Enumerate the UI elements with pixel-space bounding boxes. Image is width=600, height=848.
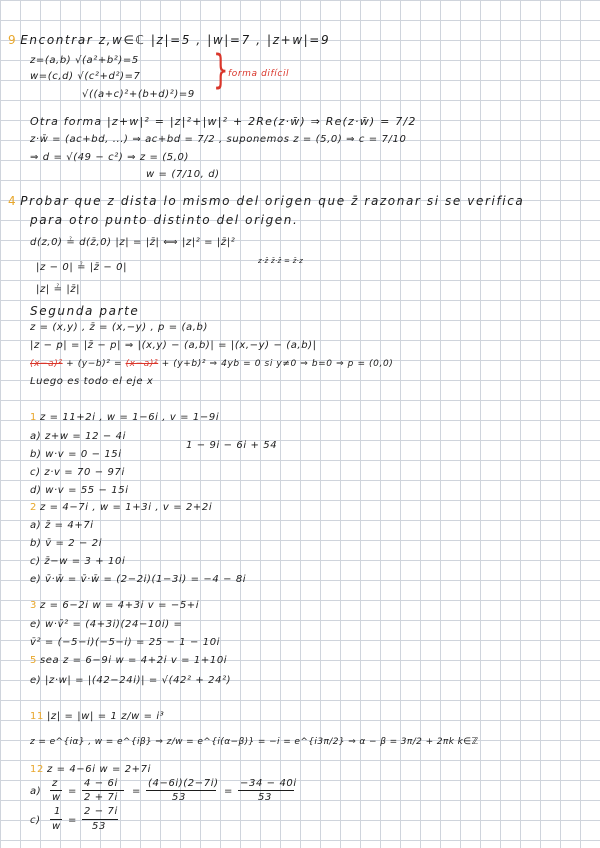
fraction-bar (50, 819, 62, 820)
fraction-bar (146, 790, 216, 791)
ex9-sum-def: √((a+c)²+(b+d)²)=9 (82, 89, 195, 100)
ex9-dot-product: z·w̄ = (ac+bd, ...) ⇒ ac+bd = 7/2 , suponemos z = (5,0) ⇒ c = 7/10 (30, 134, 407, 145)
fraction-bar (238, 790, 294, 791)
ex4-title-2: para otro punto distinto del origen. (30, 213, 299, 227)
ex9-hard-note: forma difícil (228, 69, 290, 79)
ex12-c-num-1: 2 − 7i (84, 806, 118, 817)
ex4-line-3: |z| ≟ |z̄| (36, 284, 81, 295)
ex4-line-1b: z·z̄ z̄·z̄ = z̄·z (258, 257, 304, 265)
ex12-a-den-1: 2 + 7i (84, 792, 118, 803)
ex12-a-den-2: 53 (172, 792, 186, 803)
ex4-line-6a: + (y−b)² = (62, 359, 126, 369)
ex12-number: 12 (30, 764, 44, 775)
ex4-title: Probar que z dista lo mismo del origen que z̄ razonar si se verifica (20, 194, 525, 208)
ex2-a: a) z̄ = 4+7i (30, 520, 94, 531)
ex12-a-num-1: 4 − 6i (84, 778, 118, 789)
ex4-line-1: d(z,0) ≟ d(z̄,0) |z| = |z̄| ⟺ |z|² = |z̄|² (30, 237, 236, 248)
ex1-number: 1 (30, 412, 37, 423)
fraction-bar (82, 819, 118, 820)
ex12-c-label: c) (30, 815, 41, 826)
ex11-title: |z| = |w| = 1 z/w = i³ (46, 711, 165, 722)
ex2-e: e) v̄·w̄ = v̄·w̄ = (2−2i)(1−3i) = −4 − 8i (30, 574, 247, 585)
ex4-title-line (8, 194, 524, 208)
ex9-d-line: ⇒ d = √(49 − c²) ⇒ z = (5,0) (30, 152, 190, 163)
ex3-v2: v̄² = (−5−i)(−5−i) = 25 − 1 − 10i (30, 637, 221, 648)
ex3-number: 3 (30, 600, 37, 611)
ex11-number: 11 (30, 711, 44, 722)
red-brace: } (213, 47, 229, 93)
ex4-cancel-1: (x−a)² (30, 359, 63, 369)
ex1-a: a) z+w = 12 − 4i (30, 431, 126, 442)
ex12-c-equals: = (68, 815, 77, 826)
ex1-b: b) w·v = 0 − 15i (30, 449, 122, 460)
ex2-number: 2 (30, 502, 37, 513)
ex9-other-form: Otra forma |z+w|² = |z|²+|w|² + 2Re(z·w̄) ⇒ Re(z·w̄) = 7/2 (30, 115, 417, 128)
fraction-bar (50, 790, 62, 791)
ex9-w-def: w=(c,d) √(c²+d²)=7 (30, 71, 141, 82)
ex4-line-6b: + (y+b)² ⇒ 4yb = 0 si y≠0 ⇒ b=0 ⇒ p = (0,0) (158, 359, 394, 369)
ex4-number: 4 (8, 194, 18, 208)
fraction-bar (82, 790, 124, 791)
ex4-line-2: |z − 0| ≟ |z̄ − 0| (36, 262, 128, 273)
ex12-a-denominator: w (52, 792, 61, 803)
ex9-z-def: z=(a,b) √(a²+b²)=5 (30, 55, 139, 66)
ex9-number: 9 (8, 33, 18, 47)
ex12-title: z = 4−6i w = 2+7i (46, 764, 151, 775)
ex12-a-equals-3: = (224, 786, 233, 797)
ex3-title: z = 6−2i w = 4+3i v = −5+i (39, 600, 200, 611)
ex12-a-num-2: (4−6i)(2−7i) (148, 778, 219, 789)
ex12-a-equals-2: = (132, 786, 141, 797)
ex11-expression: z = e^{iα} , w = e^{iβ} ⇒ z/w = e^{i(α−β)} = −i = e^{i3π/2} ⇒ α − β = 3π/2 + 2πk k∈ℤ (30, 737, 479, 747)
ex1-title: z = 11+2i , w = 1−6i , v = 1−9i (39, 412, 220, 423)
ex12-a-label: a) (30, 786, 42, 797)
ex9-title: Encontrar z,w∈ℂ |z|=5 , |w|=7 , |z+w|=9 (20, 33, 331, 47)
ex11-title-line (30, 711, 164, 722)
ex2-b: b) v̄ = 2 − 2i (30, 538, 103, 549)
ex12-a-numerator: z (52, 778, 58, 789)
ex12-a-equals-1: = (68, 786, 77, 797)
ex12-a-num-3: −34 − 40i (240, 778, 297, 789)
ex2-title-line (30, 502, 212, 513)
ex12-c-numerator: 1 (54, 806, 61, 817)
ex5-title-line (30, 655, 227, 666)
ex9-w-line: w = (7/10, d) (146, 169, 220, 180)
ex12-c-denominator: w (52, 821, 61, 832)
ex2-c: c) z̄−w = 3 + 10i (30, 556, 126, 567)
ex1-title-line (30, 412, 219, 423)
ex2-title: z = 4−7i , w = 1+3i , v = 2+2i (39, 502, 213, 513)
ex9-title-line (8, 33, 330, 47)
ex1-c: c) z·v = 70 − 97i (30, 467, 125, 478)
ex5-e: e) |z·w| = |(42−24i)| = √(42² + 24²) (30, 675, 232, 686)
ex12-title-line (30, 764, 151, 775)
ex4-cancel-2: (x−a)² (125, 359, 159, 369)
ex12-a-den-3: 53 (258, 792, 272, 803)
ex1-d: d) w·v = 55 − 15i (30, 485, 129, 496)
ex4-line-4: z = (x,y) , z̄ = (x,−y) , p = (a,b) (30, 322, 208, 333)
ex4-line-6 (30, 359, 393, 369)
ex4-line-5: |z − p| = |z̄ − p| ⇒ |(x,y) − (a,b)| = |(x,−y) − (a,b)| (30, 340, 317, 351)
ex4-conclusion: Luego es todo el eje x (30, 376, 154, 387)
ex5-number: 5 (30, 655, 37, 666)
ex3-e: e) w·v̄² = (4+3i)(24−10i) = (30, 619, 183, 630)
ex1-side-note: 1 − 9i − 6i + 54 (186, 440, 278, 451)
ex12-c-den-1: 53 (92, 821, 106, 832)
ex5-title: sea z = 6−9i w = 4+2i v = 1+10i (39, 655, 228, 666)
ex4-second-part: Segunda parte (30, 304, 140, 318)
ex3-title-line (30, 600, 199, 611)
